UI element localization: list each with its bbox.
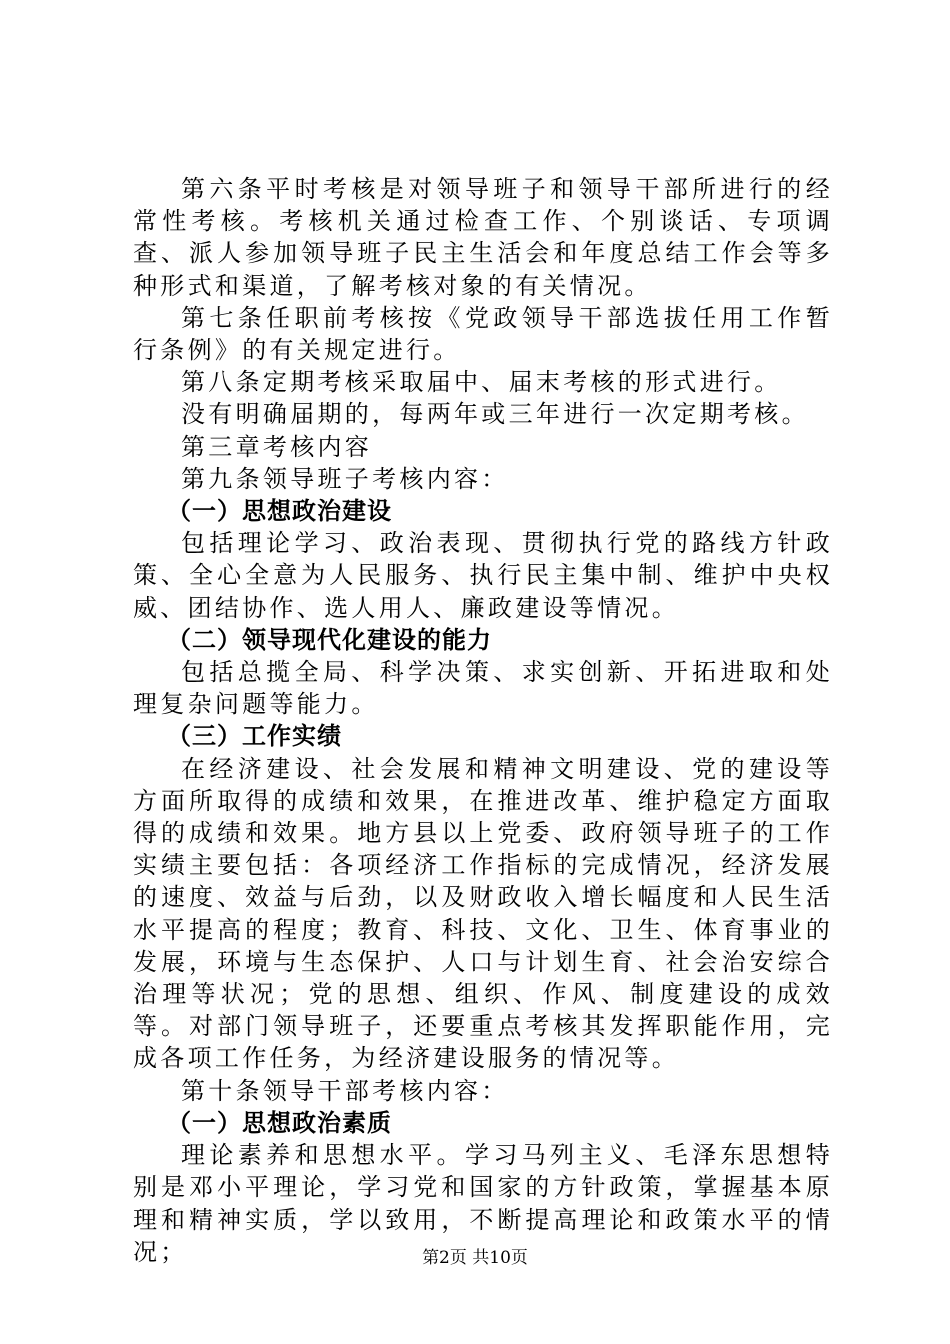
paragraph-political-building: 包括理论学习、政治表现、贯彻执行党的路线方针政策、全心全意为人民服务、执行民主集中制、维护中央权威、团结协作、选人用人、廉政建设等情况。 [133, 529, 833, 622]
paragraph-term-note: 没有明确届期的，每两年或三年进行一次定期考核。 [181, 400, 809, 429]
heading-modernization-ability: （二）领导现代化建设的能力 [167, 625, 492, 654]
paragraph-article-9: 第九条领导班子考核内容： [181, 464, 509, 493]
page-footer: 第2页 共10页 [422, 1248, 528, 1268]
heading-work-performance: （三）工作实绩 [167, 722, 342, 751]
paragraph-modernization-ability: 包括总揽全局、科学决策、求实创新、开拓进取和处理复杂问题等能力。 [133, 658, 833, 719]
paragraph-article-8: 第八条定期考核采取届中、届末考核的形式进行。 [181, 368, 782, 397]
paragraph-political-quality: 理论素养和思想水平。学习马列主义、毛泽东思想特别是邓小平理论，学习党和国家的方针政策，掌握基本原理和精神实质，学以致用，不断提高理论和政策水平的情况； [133, 1141, 833, 1266]
paragraph-article-7: 第七条任职前考核按《党政领导干部选拔任用工作暂行条例》的有关规定进行。 [133, 303, 833, 365]
heading-political-quality: （一）思想政治素质 [167, 1108, 392, 1137]
document-body [133, 173, 833, 1268]
paragraph-work-performance: 在经济建设、社会发展和精神文明建设、党的建设等方面所取得的成绩和效果，在推进改革、维护稳定方面取得的成绩和效果。地方县以上党委、政府领导班子的工作实绩主要包括：各项经济工作指标的完成情况，经济发展的速度、效益与后劲，以及财政收入增长幅度和人民生活水平提高的程度；教育、科技、文化、卫生、体育事业的发展，环境与生态保护、人口与计划生育、社会治安综合治理等状况；党的思想、组织、作风、制度建设的成效等。对部门领导班子，还要重点考核其发挥职能作用，完成各项工作任务，为经济建设服务的情况等。 [133, 754, 833, 1073]
paragraph-article-6: 第六条平时考核是对领导班子和领导干部所进行的经常性考核。考核机关通过检查工作、个别谈话、专项调查、派人参加领导班子民主生活会和年度总结工作会等多种形式和渠道，了解考核对象的有关情况。 [133, 175, 833, 300]
paragraph-article-10: 第十条领导干部考核内容： [181, 1076, 509, 1105]
chapter-3-title: 第三章考核内容 [181, 432, 373, 461]
heading-political-building: （一）思想政治建设 [167, 497, 392, 526]
